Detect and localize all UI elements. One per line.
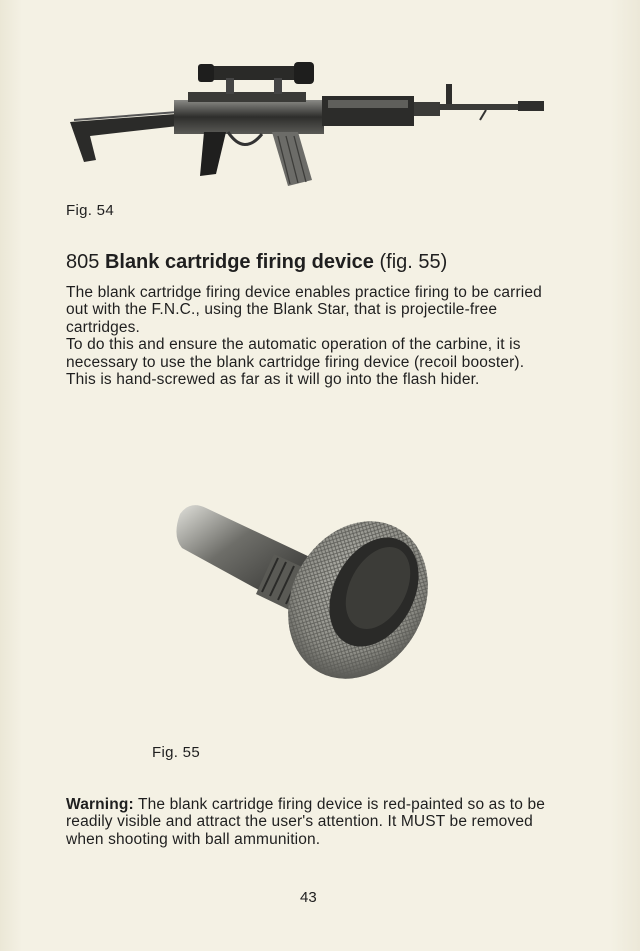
- section-figure-ref: (fig. 55): [379, 251, 448, 273]
- page-number: 43: [300, 889, 317, 906]
- paragraph: The blank cartridge firing device enables practice firing to be carried out with the F.N.C., using the Blank Star, that is projectile-free cartridges.: [66, 284, 542, 336]
- section-number: 805: [66, 251, 100, 273]
- rifle-image: [66, 56, 556, 196]
- section-heading: [66, 251, 447, 274]
- body-text: [66, 284, 558, 388]
- paragraph: This is hand-screwed as far as it will go into the flash hider.: [66, 371, 480, 389]
- warning-text: The blank cartridge firing device is red-painted so as to be readily visible and attract the user's attention. It MUST be removed when shooting with ball ammunition.: [66, 796, 546, 848]
- figure-caption-55: Fig. 55: [152, 744, 200, 761]
- section-title: Blank cartridge firing device: [104, 251, 374, 273]
- figure-caption-54: Fig. 54: [66, 202, 114, 219]
- blank-firing-device-image: [170, 496, 440, 696]
- paragraph: To do this and ensure the automatic operation of the carbine, it is necessary to use the blank cartridge firing device (recoil booster).: [66, 336, 525, 371]
- warning-note: [66, 796, 558, 848]
- warning-label: Warning:: [66, 796, 134, 813]
